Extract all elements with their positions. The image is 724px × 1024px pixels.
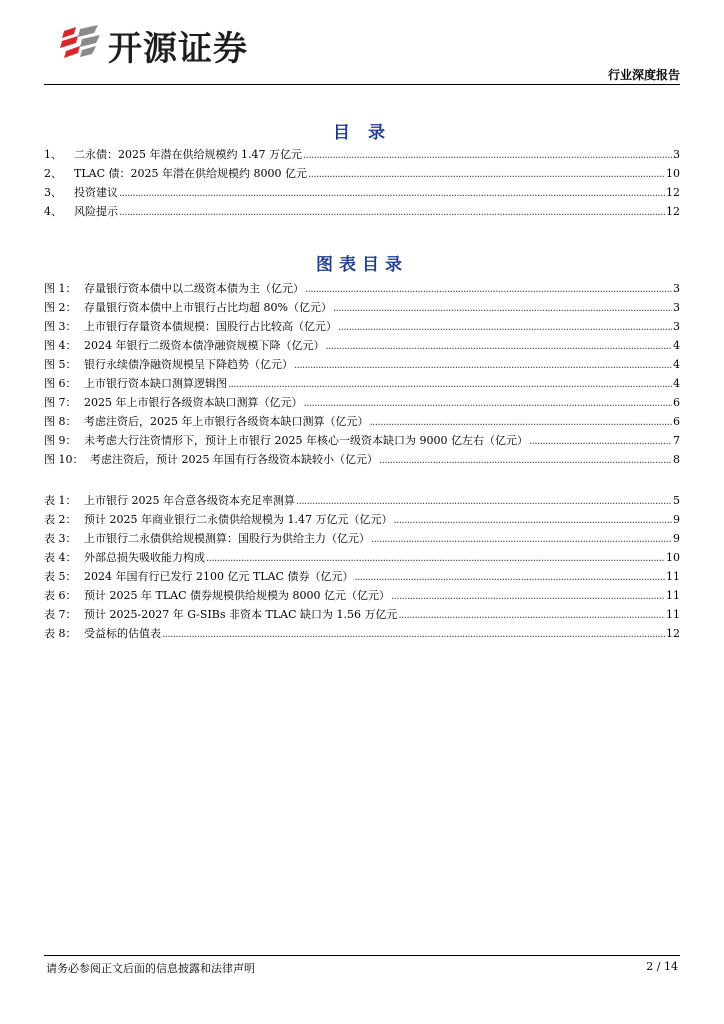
- figure-list: [44, 280, 680, 470]
- table-entry[interactable]: 表 1： 上市银行 2025 年合意各级资本充足率测算 ..... 5: [44, 492, 680, 511]
- footer-disclaimer: 请务必参阅正文后面的信息披露和法律声明: [46, 962, 255, 975]
- report-type-label: 行业深度报告: [607, 68, 680, 82]
- table-entry[interactable]: 表 8： 受益标的估值表 ..... 12: [44, 625, 680, 644]
- footer-divider: [44, 955, 680, 956]
- figures-title: 图表目录: [316, 255, 408, 275]
- table-list: [44, 492, 680, 644]
- table-entry[interactable]: 表 2： 预计 2025 年商业银行二永债供给规模为 1.47 万亿元（亿元） ..... 9: [44, 511, 680, 530]
- table-entry[interactable]: 表 6： 预计 2025 年 TLAC 债券规模供给规模为 8000 亿元（亿元） ..... 11: [44, 587, 680, 606]
- table-entry[interactable]: 表 3： 上市银行二永债供给规模测算：国股行为供给主力（亿元） ..... 9: [44, 530, 680, 549]
- company-logo: [58, 24, 248, 69]
- company-name: 开源证券: [108, 28, 248, 69]
- table-entry[interactable]: 表 5： 2024 年国有行已发行 2100 亿元 TLAC 债券（亿元） ..... 11: [44, 568, 680, 587]
- figure-entry[interactable]: 图 7： 2025 年上市银行各级资本缺口测算（亿元） ..... 6: [44, 394, 680, 413]
- figure-entry[interactable]: 图 10： 考虑注资后，预计 2025 年国有行各级资本缺较小（亿元） ..... 8: [44, 451, 680, 470]
- figure-entry[interactable]: 图 9： 未考虑大行注资情形下，预计上市银行 2025 年核心一级资本缺口为 9000 亿左右（亿元） ..... 7: [44, 432, 680, 451]
- toc-entry[interactable]: 2、 TLAC 债：2025 年潜在供给规模约 8000 亿元 ..... 10: [44, 165, 680, 184]
- figure-entry[interactable]: 图 1： 存量银行资本债中以二级资本债为主（亿元） ..... 3: [44, 280, 680, 299]
- figure-entry[interactable]: 图 4： 2024 年银行二级资本债净融资规模下降（亿元） ..... 4: [44, 337, 680, 356]
- page-number: 2 / 14: [646, 960, 678, 973]
- toc-title: 目 录: [333, 123, 391, 143]
- toc-list: [44, 146, 680, 222]
- table-entry[interactable]: 表 7： 预计 2025-2027 年 G-SIBs 非资本 TLAC 缺口为 1.56 万亿元 ..... 11: [44, 606, 680, 625]
- figure-entry[interactable]: 图 5： 银行永续债净融资规模呈下降趋势（亿元） ..... 4: [44, 356, 680, 375]
- table-entry[interactable]: 表 4： 外部总损失吸收能力构成 ..... 10: [44, 549, 680, 568]
- header-divider: [44, 84, 680, 85]
- toc-entry[interactable]: 4、 风险提示 ..... 12: [44, 203, 680, 222]
- logo-mark-icon: [58, 25, 102, 65]
- figure-entry[interactable]: 图 3： 上市银行存量资本债规模：国股行占比较高（亿元） ..... 3: [44, 318, 680, 337]
- toc-entry[interactable]: 1、 二永债：2025 年潜在供给规模约 1.47 万亿元 ..... 3: [44, 146, 680, 165]
- figure-entry[interactable]: 图 2： 存量银行资本债中上市银行占比均超 80%（亿元） ..... 3: [44, 299, 680, 318]
- figure-entry[interactable]: 图 8： 考虑注资后，2025 年上市银行各级资本缺口测算（亿元） ..... 6: [44, 413, 680, 432]
- figure-entry[interactable]: 图 6： 上市银行资本缺口测算逻辑图 ..... 4: [44, 375, 680, 394]
- toc-entry[interactable]: 3、 投资建议 ..... 12: [44, 184, 680, 203]
